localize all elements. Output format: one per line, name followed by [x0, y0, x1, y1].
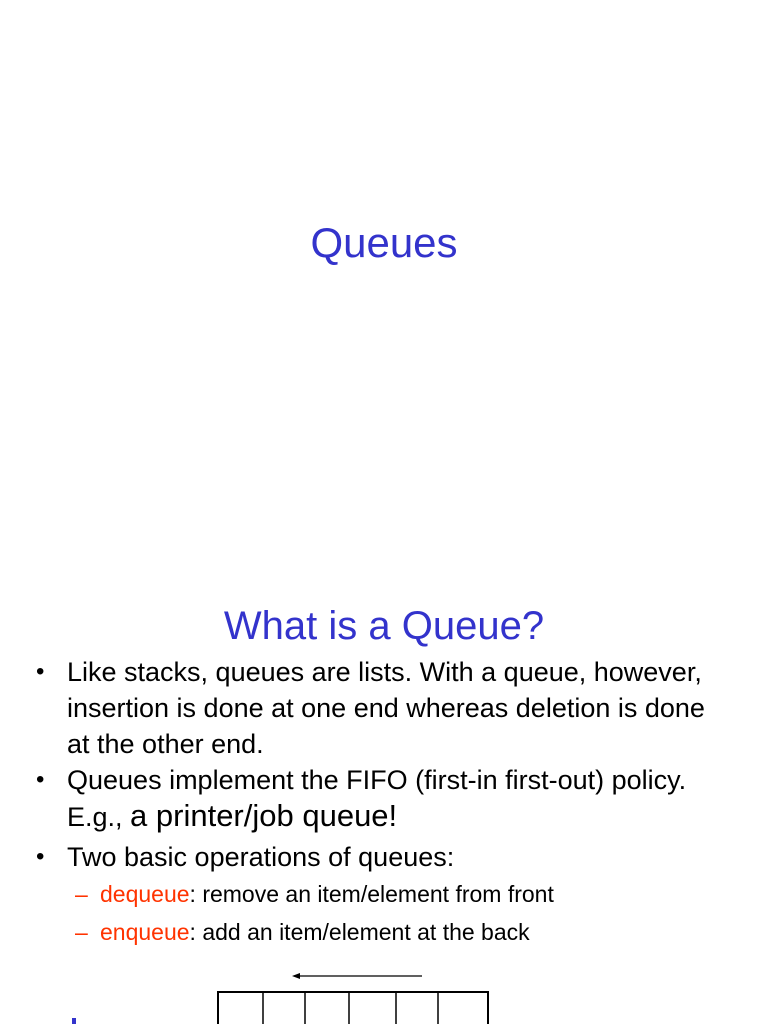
bullet-text: Queues implement the FIFO (first-in first-out) policy. E.g., — [67, 765, 687, 832]
bullet-dot-icon: • — [36, 766, 45, 793]
bullet-dot-icon: • — [36, 658, 45, 685]
bullet-dot-icon: • — [36, 843, 45, 870]
bullet-emphasis: a printer/job queue! — [130, 798, 398, 833]
bullet-text: Two basic operations of queues: — [67, 842, 455, 872]
operation-name: dequeue — [100, 881, 190, 907]
queue-cells — [218, 992, 488, 1024]
slide-title-queues: Queues — [310, 219, 458, 266]
operation-name: enqueue — [100, 919, 190, 945]
bullet-text: Like stacks, queues are lists. With a queue, however, insertion is done at one end whereas deletion is done at the other end. — [67, 657, 705, 759]
left-arrow-icon — [292, 973, 422, 979]
slide-title-what-is-a-queue: What is a Queue? — [223, 604, 545, 648]
cut-off-label-mark — [72, 1018, 76, 1024]
dash-icon: – — [75, 919, 88, 945]
operation-description: : add an item/element at the back — [189, 919, 530, 945]
operation-description: : remove an item/element from front — [189, 881, 554, 907]
dash-icon: – — [75, 881, 88, 907]
